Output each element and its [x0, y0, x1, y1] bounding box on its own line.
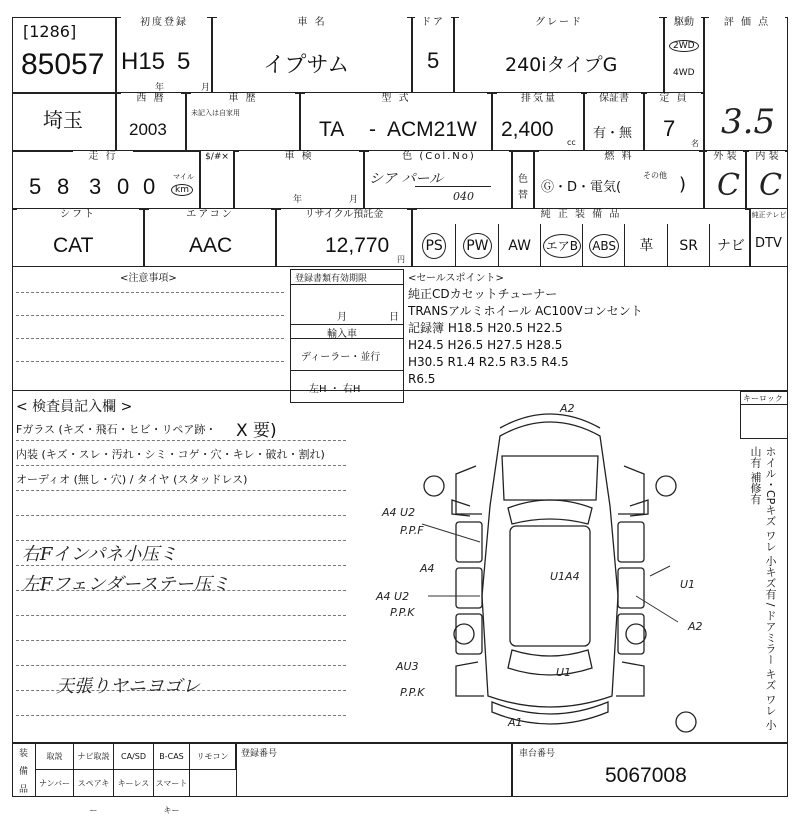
- equipment-item-1: [455, 224, 498, 266]
- exterior-grade: C: [717, 168, 740, 203]
- footer-kanji-3: 品: [19, 785, 29, 795]
- footer-kanji-2: 備: [19, 767, 29, 777]
- drive-4wd: 4WD: [673, 68, 695, 78]
- inspection-cell: [234, 151, 364, 209]
- warranty: 有・無: [593, 126, 633, 141]
- mileage-unit-km: km: [171, 184, 193, 196]
- interior-grade: C: [759, 168, 782, 203]
- equipment-item-5: [624, 224, 667, 266]
- mileage-digit-4: 0: [117, 174, 130, 199]
- mileage-digit-1: 5: [29, 174, 42, 199]
- capacity-unit: 名: [691, 139, 699, 148]
- fuel-close: ): [679, 174, 687, 195]
- equipment-item-label: ナビ: [716, 238, 745, 254]
- western-year-label: 西 暦: [121, 93, 181, 105]
- diagram-mark: P.P.K: [390, 606, 415, 619]
- region: 埼玉: [43, 108, 83, 132]
- equipment-label: 純 正 装 備 品: [417, 209, 745, 221]
- meter-cell: [200, 151, 234, 209]
- handle-side: 左H ・ 右H: [309, 384, 361, 395]
- recycle-unit: 円: [397, 255, 405, 264]
- car-name-cell: [212, 17, 412, 93]
- fuel-cell: [534, 151, 704, 209]
- color-underline: [415, 186, 491, 187]
- interior-grade-cell: [746, 151, 788, 209]
- western-year: 2003: [129, 120, 167, 139]
- reg-number-box: [236, 743, 512, 797]
- ac: AAC: [189, 234, 233, 257]
- inspection-label: 車 検: [239, 151, 359, 163]
- chassis-number: 5067008: [605, 764, 687, 787]
- sales-point-label: <セールスポイント>: [408, 273, 504, 284]
- car-history-cell: [186, 93, 300, 151]
- grade-label: グレード: [459, 17, 659, 29]
- mileage-digit-3: 3: [89, 174, 102, 199]
- equipment-item-4: [582, 224, 625, 266]
- shift-cell: [12, 209, 144, 267]
- color-label: 色 (Col.No): [369, 151, 509, 163]
- color-change-2: 替: [518, 190, 528, 201]
- recycle-cell: [276, 209, 412, 267]
- footer-item: 取説: [36, 743, 74, 770]
- chassis-label: 車台番号: [519, 749, 556, 759]
- tv: DTV: [755, 236, 782, 251]
- score-cell: [704, 17, 788, 151]
- region-cell: [12, 93, 116, 151]
- audio-tire-line: オーディオ (無し・穴) / タイヤ (スタッドレス): [16, 473, 248, 486]
- sales-point-list: [408, 286, 738, 388]
- equipment-item-label: エアB: [543, 234, 581, 258]
- equipment-item-label: ABS: [589, 234, 619, 258]
- footer-item: ナンバー: [36, 770, 74, 797]
- ac-label: エアコン: [149, 209, 271, 221]
- equipment-item-2: [498, 224, 541, 266]
- equipment-item-0: [413, 224, 455, 266]
- equipment-cell: [412, 209, 750, 267]
- drive-label: 駆動: [667, 17, 701, 29]
- exterior-label: 外 装: [707, 151, 743, 163]
- capacity-cell: [644, 93, 704, 151]
- sales-point-line: R6.5: [408, 372, 436, 386]
- handwritten-note-1: 右Fインパネ小压ミ: [22, 544, 178, 565]
- fuel-other: その他: [643, 171, 667, 180]
- capacity-label: 定 員: [647, 93, 701, 105]
- diagram-mark: A4 U2: [382, 506, 416, 519]
- model-code: ACM21W: [387, 118, 477, 141]
- sales-point-line: 純正CDカセットチューナー: [408, 287, 558, 301]
- reg-month: 月: [337, 312, 347, 323]
- color-value: シア パール: [369, 171, 444, 187]
- fuel-options: Ⓖ・D・電気(: [541, 180, 622, 195]
- mileage-digit-2: 8: [57, 174, 70, 199]
- exterior-cell: [704, 151, 746, 209]
- score: 3.5: [721, 102, 776, 142]
- tv-cell: [750, 209, 788, 267]
- diagram-mark: U1: [556, 666, 572, 679]
- meter-label: $/#×: [201, 151, 233, 163]
- inspection-month: 月: [349, 195, 359, 205]
- displacement-unit: cc: [567, 138, 576, 147]
- model-prefix: TA: [319, 118, 345, 141]
- tv-label: 純正テレビ: [751, 211, 787, 219]
- footer-item: CA/SD: [114, 743, 154, 770]
- glass-line: Fガラス (キズ・飛石・ヒビ・リペア跡・: [16, 423, 217, 436]
- diagram-mark: U1: [680, 578, 696, 591]
- recycle-amount: 12,770: [325, 234, 390, 257]
- western-year-cell: [116, 93, 186, 151]
- key-lock-label: キーロック: [743, 394, 783, 403]
- interior-grade-label: 内 装: [749, 151, 785, 163]
- month-unit: 月: [201, 83, 211, 93]
- car-name-label: 車 名: [217, 17, 407, 29]
- footer-item: スペアキー: [74, 770, 114, 797]
- displacement-label: 排気量: [497, 93, 581, 105]
- car-history-label: 車 歴: [191, 93, 295, 105]
- diagram-mark: P.P.F: [400, 524, 424, 537]
- model-dash: -: [369, 118, 376, 141]
- score-label: 評 価 点: [709, 17, 785, 29]
- diagram-mark: A4 U2: [376, 590, 410, 603]
- interior-line: 内装 (キズ・スレ・汚れ・シミ・コゲ・穴・キレ・破れ・割れ): [16, 448, 325, 461]
- door-cell: [412, 17, 454, 93]
- equipment-item-7: [709, 224, 752, 266]
- sales-point-line: H24.5 H26.5 H27.5 H28.5: [408, 338, 563, 352]
- equipment-item-label: PS: [422, 233, 445, 259]
- diagram-mark: U1A4: [550, 570, 580, 583]
- reg-period-label: 登録書類有効期限: [295, 274, 368, 284]
- car-history-note: 未記入は自家用: [191, 109, 240, 117]
- import-label: 輸入車: [327, 329, 357, 340]
- sales-point-line: 記録簿 H18.5 H20.5 H22.5: [408, 321, 563, 335]
- door-label: ドア: [415, 17, 451, 29]
- first-reg-label: 初度登録: [121, 17, 207, 29]
- chassis-box: [512, 743, 788, 797]
- shift: CAT: [53, 234, 94, 257]
- mileage-label: 走 行: [73, 151, 133, 163]
- mileage-digit-5: 0: [143, 174, 156, 199]
- sales-point-line: H30.5 R1.4 R2.5 R3.5 R4.5: [408, 355, 569, 369]
- registration-period-box: [290, 269, 404, 403]
- footer-kanji-1: 装: [19, 749, 29, 759]
- door-count: 5: [427, 48, 440, 73]
- footer-item: キーレス: [114, 770, 154, 797]
- right-column-text: [742, 446, 788, 740]
- equipment-item-label: AW: [508, 238, 531, 254]
- color-change-1: 色: [518, 174, 528, 185]
- diagram-mark: A2: [688, 620, 703, 633]
- key-lock-box: [740, 391, 788, 439]
- shift-label: シフト: [17, 209, 139, 221]
- equipment-list: [413, 224, 751, 266]
- reg-number-label: 登録番号: [241, 749, 278, 759]
- equipment-item-label: SR: [679, 238, 698, 254]
- sales-point-line: TRANSアルミホイール AC100Vコンセント: [408, 304, 643, 318]
- car-diagram: [360, 396, 740, 736]
- footer-item: リモコン: [190, 743, 236, 770]
- year-unit: 年: [155, 83, 165, 93]
- diagram-mark: A1: [508, 716, 523, 729]
- grade: 240iタイプG: [505, 54, 618, 76]
- model-cell: [300, 93, 492, 151]
- handwritten-note-2: 左Fフェンダーステー压ミ: [22, 574, 230, 595]
- footer-kanji-col: [12, 743, 36, 797]
- mileage-unit-mile: マイル: [173, 173, 194, 181]
- model-label: 型 式: [305, 93, 487, 105]
- car-name: イプサム: [263, 53, 350, 78]
- drive-2wd-circled: 2WD: [669, 40, 699, 52]
- mileage-cell: [12, 151, 200, 209]
- footer-item: B-CAS: [154, 743, 190, 770]
- recycle-label: リサイクル預託金: [281, 209, 407, 221]
- lot-number-cell: [12, 17, 116, 93]
- first-registration-cell: [116, 17, 212, 93]
- diagram-mark: AU3: [396, 660, 419, 673]
- caution-label: <注意事項>: [120, 273, 177, 284]
- lot-bracket-no: [1286]: [23, 22, 77, 41]
- warranty-cell: [584, 93, 644, 151]
- warranty-label: 保証書: [587, 93, 641, 105]
- inspector-title: < 検査員記入欄 >: [16, 399, 133, 415]
- handwritten-note-3: 天張りヤニヨゴレ: [56, 676, 200, 697]
- grade-cell: [454, 17, 664, 93]
- footer-item: スマートキー: [154, 770, 190, 797]
- reg-day: 日: [389, 312, 399, 323]
- equipment-item-label: PW: [463, 233, 491, 259]
- displacement-cell: [492, 93, 584, 151]
- diagram-mark: A4: [420, 562, 435, 575]
- equipment-item-6: [667, 224, 710, 266]
- drive-cell: [664, 17, 704, 93]
- equipment-item-label: 革: [639, 238, 654, 254]
- inspection-year: 年: [293, 195, 303, 205]
- color-number: 040: [453, 190, 474, 203]
- fuel-label: 燃 料: [539, 151, 699, 163]
- first-reg-era: H15: [121, 48, 166, 75]
- color-cell: [364, 151, 512, 209]
- glass-mark: X 要): [236, 421, 277, 441]
- equipment-item-3: [540, 224, 583, 266]
- dealer-label: ディーラー・並行: [301, 352, 381, 363]
- color-change-cell: [512, 151, 534, 209]
- lot-number: 85057: [21, 48, 105, 81]
- first-reg-month: 5: [177, 48, 191, 75]
- capacity: 7: [663, 116, 676, 141]
- displacement: 2,400: [501, 118, 554, 141]
- diagram-mark: P.P.K: [400, 686, 425, 699]
- right-column-vertical: ホイル・CPキズ ワレ 小キズ有 / ドアミラー キズ ワレ 小山有 補修有: [749, 446, 777, 731]
- diagram-mark: A2: [560, 402, 575, 415]
- ac-cell: [144, 209, 276, 267]
- footer-item: ナビ取説: [74, 743, 114, 770]
